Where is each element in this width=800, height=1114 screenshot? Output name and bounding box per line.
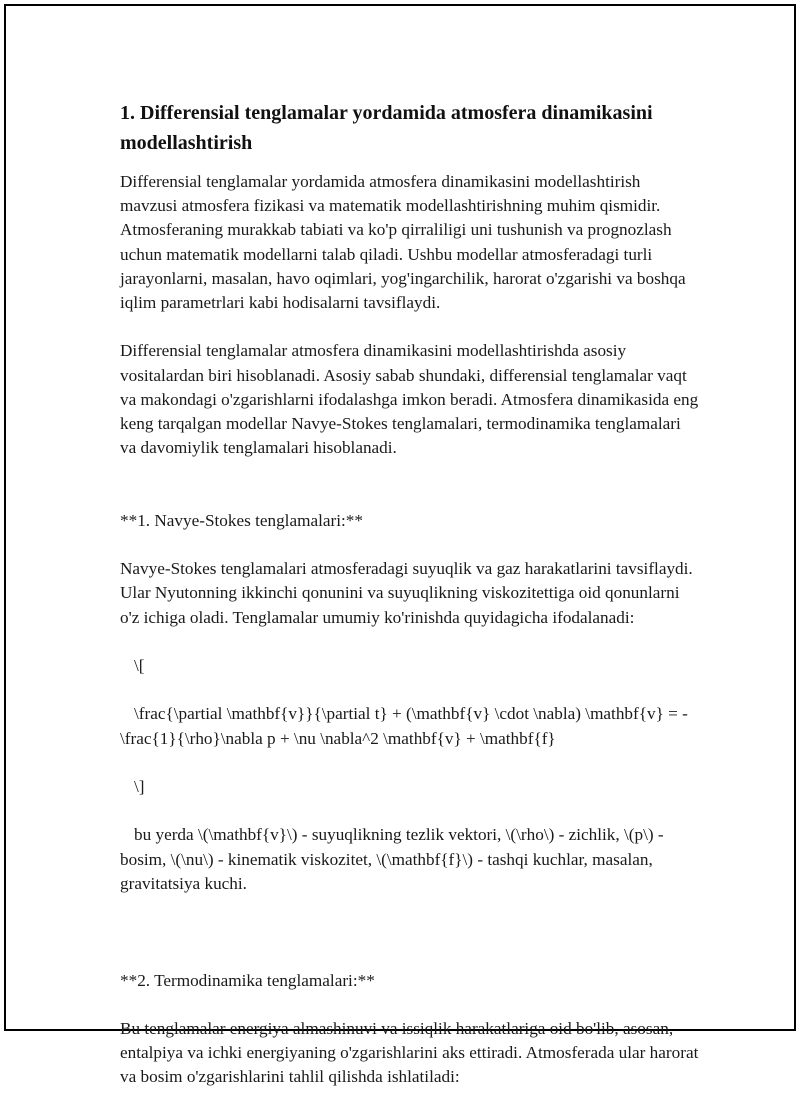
document-title: 1. Differensial tenglamalar yordamida atmosfera dinamikasini modellashtirish [120,102,653,154]
section-navier-stokes [120,485,700,921]
page-frame [4,4,796,1087]
paragraph-gap [120,460,700,484]
section-thermodynamics [120,944,700,1113]
paragraph-methods: Differensial tenglamalar atmosfera dinamikasini modellashtirishda asosiy vositalardan biri hisoblanadi. Asosiy sabab shundaki, differensial tenglamalar vaqt va makondagi o'zgarishlarni ifodalashga imkon beradi. Atmosfera dinamikasida eng keng tarqalgan modellar Navye-Stokes tenglamalari, termodinamika tenglamalari va davomiylik tenglamalari hisoblanadi. [120,341,699,458]
formula-close: \] [134,777,145,797]
formula-body: \frac{\partial \mathbf{v}}{\partial t} + (\mathbf{v} \cdot \nabla) \mathbf{v} = -\frac{1}{\rho}\nabla p + \nu \nabla^2 \mathbf{v} + \mathbf{f} [120,704,688,748]
paragraph-intro: Differensial tenglamalar yordamida atmosfera dinamikasini modellashtirish mavzusi atmosfera fizikasi va matematik modellashtirishning muhim qismidir. Atmosferaning murakkab tabiati va ko'p qirraliligi uni tushunish va prognozlash uchun matematik modellarni talab qiladi. Ushbu modellar atmosferadagi turli jarayonlarni, masalan, havo oqimlari, yog'ingarchilik, harorat o'zgarishi va boshqa iqlim parametrlari kabi hodisalarni tavsiflaydi. [120,172,686,313]
section-1-text: Navye-Stokes tenglamalari atmosferadagi suyuqlik va gaz harakatlarini tavsiflaydi. Ular Nyutonning ikkinchi qonunini va suyuqlikning viskozitettiga oid qonunlarni o'z ichiga oladi. Tenglamalar umumiy ko'rinishda quyidagicha ifodalanadi: [120,559,693,627]
paragraph-gap [120,315,700,339]
section-1-heading: **1. Navye-Stokes tenglamalari:** [120,510,363,530]
formula-explanation: bu yerda \(\mathbf{v}\) - suyuqlikning tezlik vektori, \(\rho\) - zichlik, \(p\) - bosim, \(\nu\) - kinematik viskozitet, \(\mathbf{f}\) - tashqi kuchlar, masalan, gravitatsiya kuchi. [120,825,664,893]
formula-open: \[ [134,656,145,676]
section-2-heading: **2. Termodinamika tenglamalari:** [120,970,375,990]
paragraph-gap [120,920,700,944]
document-content [120,98,700,1114]
section-2-text: Bu tenglamalar energiya almashinuvi va issiqlik harakatlariga oid bo'lib, asosan, entalpiya va ichki energiyaning o'zgarishlarini aks ettiradi. Atmosferada ular harorat va bosim o'zgarishlarini tahlil qilishda ishlatiladi: [120,1019,699,1087]
